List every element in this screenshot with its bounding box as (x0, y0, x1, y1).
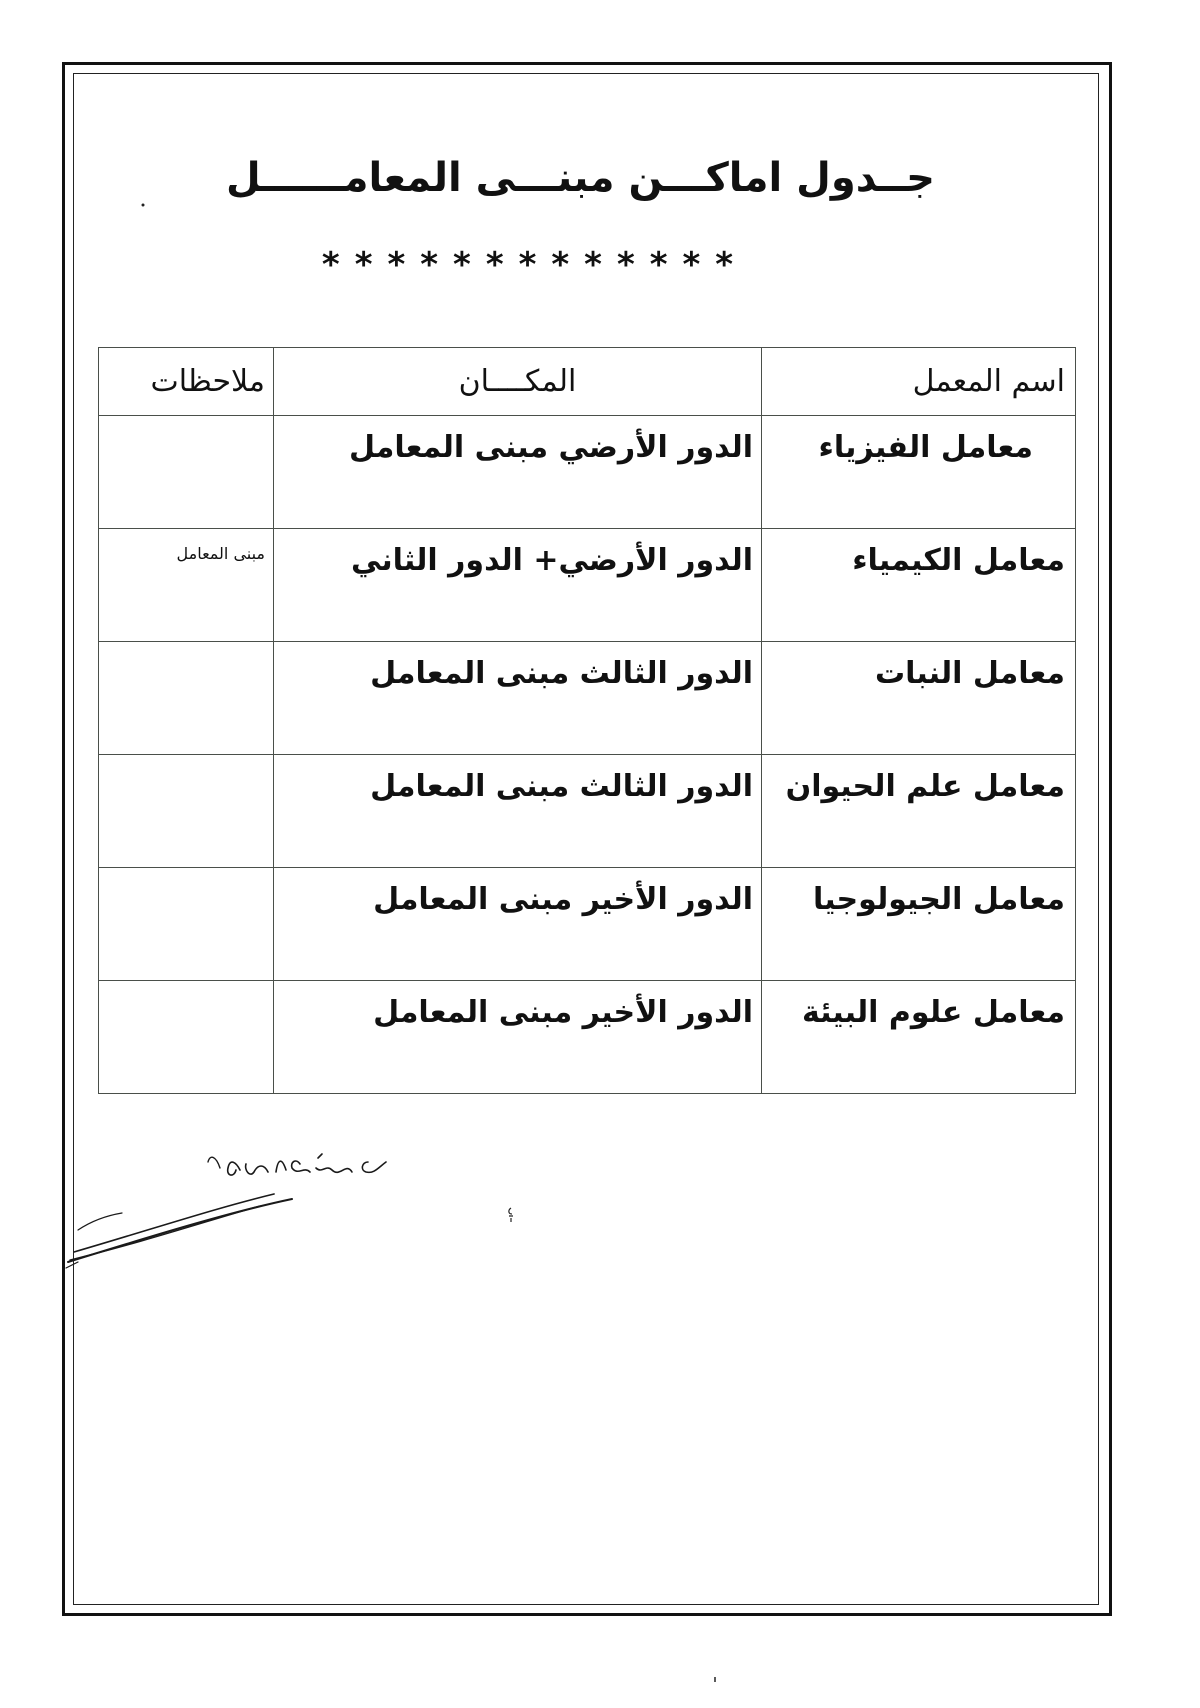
location-cell: الدور الأخير مبنى المعامل (274, 868, 762, 981)
location-cell: الدور الأرضي+ الدور الثاني (274, 529, 762, 642)
location-cell: الدور الثالث مبنى المعامل (274, 755, 762, 868)
header-location: المكــــان (274, 348, 762, 416)
location-cell: الدور الأرضي مبنى المعامل (274, 416, 762, 529)
handwritten-signature (60, 1128, 400, 1278)
table-row (99, 755, 1076, 868)
lab-name-cell: معامل الفيزياء (762, 416, 1076, 529)
notes-cell (99, 981, 274, 1094)
table-header-row (99, 348, 1076, 416)
lab-name-cell: معامل النبات (762, 642, 1076, 755)
notes-cell: مبنى المعامل (99, 529, 274, 642)
scan-speck (505, 1206, 517, 1224)
scan-speck (140, 202, 146, 208)
labs-locations-table (98, 347, 1076, 1094)
header-lab-name: اسم المعمل (762, 348, 1076, 416)
notes-cell (99, 868, 274, 981)
lab-name-cell: معامل الجيولوجيا (762, 868, 1076, 981)
table-row (99, 981, 1076, 1094)
table-row (99, 642, 1076, 755)
lab-name-cell: معامل علم الحيوان (762, 755, 1076, 868)
table-row (99, 868, 1076, 981)
lab-name-cell: معامل الكيمياء (762, 529, 1076, 642)
document-title: جــدول اماكـــن مبنـــى المعامــــــل (226, 155, 935, 201)
header-notes: ملاحظات (99, 348, 274, 416)
notes-cell (99, 755, 274, 868)
notes-cell (99, 642, 274, 755)
table-row (99, 416, 1076, 529)
location-cell: الدور الأخير مبنى المعامل (274, 981, 762, 1094)
lab-name-cell: معامل علوم البيئة (762, 981, 1076, 1094)
notes-cell (99, 416, 274, 529)
table-row (99, 529, 1076, 642)
asterisk-separator: ************* (321, 245, 749, 285)
scan-speck (712, 1676, 718, 1684)
location-cell: الدور الثالث مبنى المعامل (274, 642, 762, 755)
